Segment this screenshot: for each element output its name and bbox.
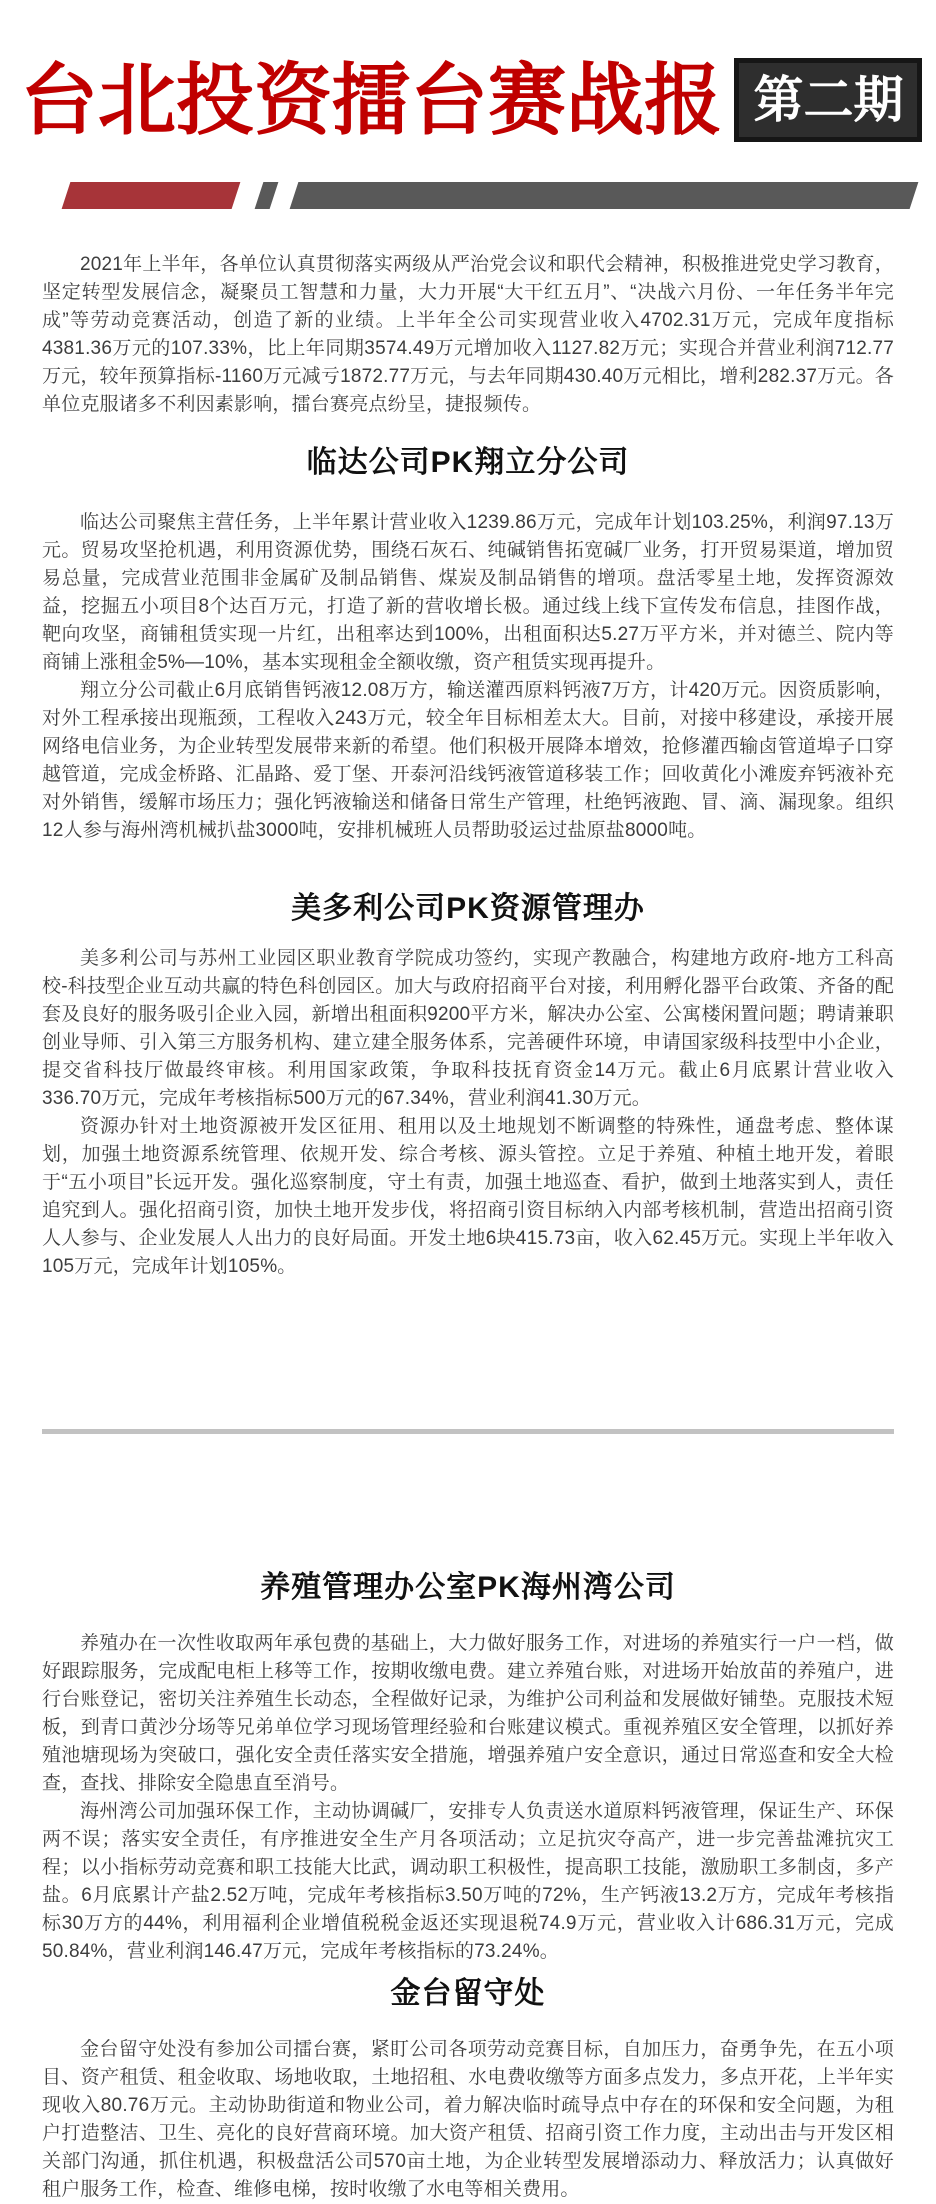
section-yangzhi-vs-haizhouwan [42, 1568, 894, 1966]
section-divider [42, 1429, 894, 1434]
section-heading-yangzhi-vs-haizhouwan: 养殖管理办公室PK海州湾公司 [260, 1571, 676, 1604]
section-linda-vs-xiangli [42, 443, 894, 845]
section-paragraph: 临达公司聚焦主营任务，上半年累计营业收入1239.86万元，完成年计划103.25%，利润97.13万元。贸易攻坚抢机遇，利用资源优势，围绕石灰石、纯碱销售拓宽碱厂业务，打开贸易渠道，增加贸易总量，完成营业范围非金属矿及制品销售、煤炭及制品销售的增项。盘活零星土地，发挥资源效益，挖掘五小项目8个达百万元，打造了新的营收增长极。通过线上线下宣传发布信息，挂图作战，靶向攻坚，商铺租赁实现一片红，出租率达到100%，出租面积达5.27万平方米，并对德兰、院内等商铺上涨租金5%—10%，基本实现租金全额收缴，资产租赁实现再提升。 [42, 512, 894, 673]
section-paragraph: 美多利公司与苏州工业园区职业教育学院成功签约，实现产教融合，构建地方政府-地方工科高校-科技型企业互动共赢的特色科创园区。加大与政府招商平台对接，利用孵化器平台政策、齐备的配套及良好的服务吸引企业入园，新增出租面积9200平方米，解决办公室、公寓楼闲置问题；聘请兼职创业导师、引入第三方服务机构、建立建全服务体系，完善硬件环境，申请国家级科技型中小企业，提交省科技厅做最终审核。利用国家政策，争取科技抚育资金14万元。截止6月底累计营业收入336.70万元，完成年考核指标500万元的67.34%，营业利润41.30万元。 [42, 948, 894, 1109]
section-paragraph: 养殖办在一次性收取两年承包费的基础上，大力做好服务工作，对进场的养殖实行一户一档，做好跟踪服务，完成配电柜上移等工作，按期收缴电费。建立养殖台账，对进场开始放苗的养殖户，进行台账登记，密切关注养殖生长动态，全程做好记录，为维护公司利益和发展做好铺垫。克服技术短板，到青口黄沙分场等兄弟单位学习现场管理经验和台账建议模式。重视养殖区安全管理，以抓好养殖池塘现场为突破口，强化安全责任落实安全措施，增强养殖户安全意识，通过日常巡查和安全大检查，查找、排除安全隐患直至消号。 [42, 1633, 894, 1794]
section-paragraph: 金台留守处没有参加公司擂台赛，紧盯公司各项劳动竞赛目标，自加压力，奋勇争先，在五小项目、资产租赁、租金收取、场地收取，土地招租、水电费收缴等方面多点发力，多点开花，上半年实现收入80.76万元。主动协助街道和物业公司，着力解决临时疏导点中存在的环保和安全问题，为租户打造整洁、卫生、亮化的良好营商环境。加大资产租赁、招商引资工作力度，主动出击与开发区相关部门沟通，抓住机遇，积极盘活公司570亩土地，为企业转型发展增添动力、释放活力；认真做好租户服务工作，检查、维修电梯，按时收缴了水电等相关费用。 [42, 2039, 894, 2200]
article-body [0, 251, 936, 2204]
section-heading-meiduoli-vs-ziyuan: 美多利公司PK资源管理办 [291, 892, 645, 925]
section-heading-jintai: 金台留守处 [390, 1977, 546, 2010]
section-paragraph: 海州湾公司加强环保工作，主动协调碱厂，安排专人负责送水道原料钙液管理，保证生产、环保两不误；落实安全责任，有序推进安全生产月各项活动；立足抗灾夺高产，进一步完善盐滩抗灾工程；以小指标劳动竞赛和职工技能大比武，调动职工积极性，提高职工技能，激励职工多制卤，多产盐。6月底累计产盐2.52万吨，完成年考核指标3.50万吨的72%，生产钙液13.2万方，完成年考核指标30万方的44%，利用福利企业增值税税金返还实现退税74.9万元，营业收入计686.31万元，完成50.84%，营业利润146.47万元，完成年考核指标的73.24%。 [42, 1801, 894, 1962]
section-paragraph: 资源办针对土地资源被开发区征用、租用以及土地规划不断调整的特殊性，通盘考虑、整体谋划，加强土地资源系统管理、依规开发、综合考核、源头管控。立足于养殖、种植土地开发，着眼于“五小项目”长远开发。强化巡察制度，守土有责，加强土地巡查、看护，做到土地落实到人，责任追究到人。强化招商引资，加快土地开发步伐，将招商引资目标纳入内部考核机制，营造出招商引资人人参与、企业发展人人出力的良好局面。开发土地6块415.73亩，收入62.45万元。实现上半年收入105万元，完成年计划105%。 [42, 1116, 894, 1277]
issue-badge: 第二期 [734, 58, 922, 142]
section-heading-linda-vs-xiangli: 临达公司PK翔立分公司 [306, 446, 630, 479]
masthead [0, 0, 936, 144]
section-jintai [42, 1974, 894, 2204]
stripe-red [62, 182, 241, 209]
intro-paragraph: 2021年上半年，各单位认真贯彻落实两级从严治党会议和职代会精神，积极推进党史学习教育，坚定转型发展信念，凝聚员工智慧和力量，大力开展“大干红五月”、“决战六月份、一年任务半年完成”等劳动竞赛活动，创造了新的业绩。上半年全公司实现营业收入4702.31万元，完成年度指标4381.36万元的107.33%，比上年同期3574.49万元增加收入1127.82万元；实现合并营业利润712.77万元，较年预算指标-1160万元减亏1872.77万元，与去年同期430.40万元相比，增利282.37万元。各单位克服诸多不利因素影响，擂台赛亮点纷呈，捷报频传。 [42, 254, 894, 415]
stripe-gray-long [290, 182, 919, 209]
stripe-gray-thin [255, 182, 279, 209]
section-paragraph: 翔立分公司截止6月底销售钙液12.08万方，输送灌西原料钙液7万方，计420万元。因资质影响，对外工程承接出现瓶颈，工程收入243万元，较全年目标相差太大。目前，对接中移建设，承接开展网络电信业务，为企业转型发展带来新的希望。他们积极开展降本增效，抢修灌西输卤管道埠子口穿越管道，完成金桥路、汇晶路、爱丁堡、开泰河沿线钙液管道移装工作；回收黄化小滩废弃钙液补充对外销售，缓解市场压力；强化钙液输送和储备日常生产管理，杜绝钙液跑、冒、滴、漏现象。组织12人参与海州湾机械扒盐3000吨，安排机械班人员帮助驳运过盐原盐8000吨。 [42, 680, 894, 841]
section-meiduoli-vs-ziyuan [42, 889, 894, 1281]
newsletter-title: 台北投资擂台赛战报 [20, 56, 723, 144]
decorative-stripes [66, 182, 936, 209]
